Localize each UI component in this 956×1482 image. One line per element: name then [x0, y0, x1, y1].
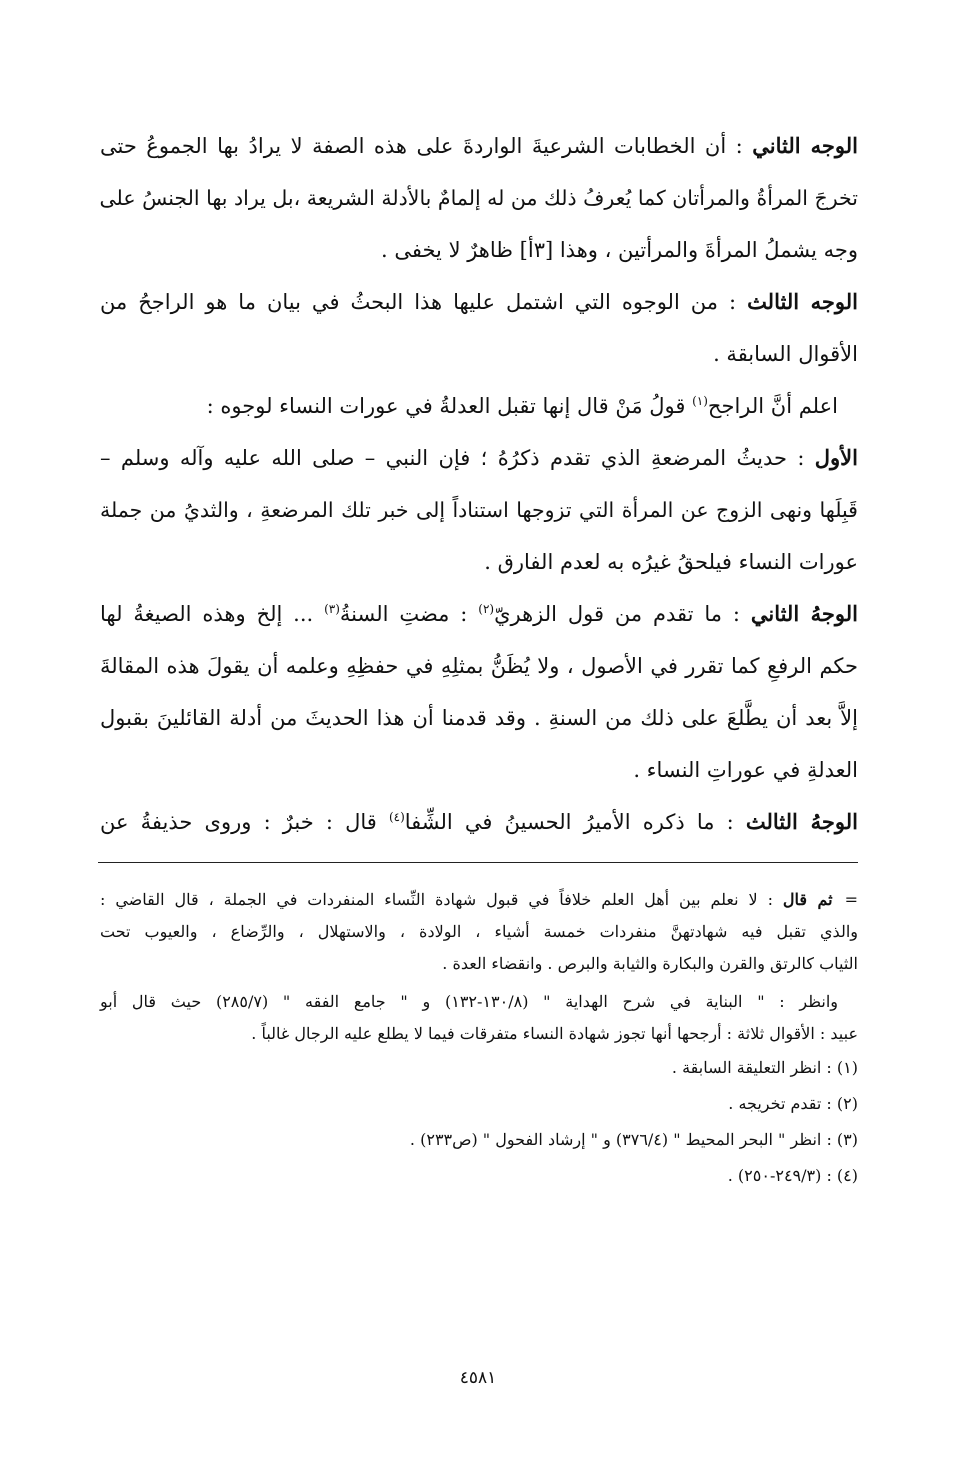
text-line: عورات النساء فيلحقُ غيرُه به لعدم الفارق .: [484, 550, 858, 574]
note-line: وانظر : " البناية في شرح الهداية " (١٣٠/٨-١٣٢) و " جامع الفقه " (٢٨٥/٧) حيث قال أبو: [100, 992, 838, 1011]
note-line: =ثم قال : لا نعلم بين أهل العلم خلافاً في قبول شهادة النِّساء المنفردات في الجملة ، قال القاضي :: [100, 890, 859, 909]
footnote-1: (١) : انظر التعليقة السابقة .: [671, 1058, 858, 1077]
text-line: الوجه الثالث : من الوجوه التي اشتمل عليها هذا البحثُ في بيان ما هو الراجحُ من: [100, 289, 858, 314]
section-heading: الأول: [814, 445, 858, 470]
text-line: إلاَّ بعد أن يطَّلعَ على ذلك من السنةِ . وقد قدمنا أن هذا الحديثَ من أدلة القائلينَ بقبول: [100, 706, 858, 730]
text-line: اعلم أنَّ الراجح$^{(١)}$ قولُ مَنْ قال إنها تقبل العدلةُ في عورات النساء لوجوه :: [206, 394, 838, 418]
text-line: الوجهُ الثاني : ما تقدم من قول الزهريّ$^{(٢)}$ : مضتِ السنةُ$^{(٣)}$ ... إلخ وهذه الصيغةُ لها: [100, 601, 858, 626]
footnote-ref: (٤): [388, 810, 405, 824]
footnotes-area: [100, 884, 858, 1194]
note-line: الثياب كالرتق والقرن والبكارة والثيابة والبرص . وانقضاء العدة .: [442, 954, 858, 973]
main-text: [100, 120, 858, 848]
page-number: ٤٥٨١: [459, 1368, 497, 1388]
text-line: الوجه الثاني : أن الخطابات الشرعيةَ الواردةَ على هذه الصفة لا يرادُ بها الجموعُ حتى: [100, 133, 858, 158]
footnote-separator: [98, 862, 858, 863]
section-heading: الوجه الثالث: [747, 289, 858, 314]
text-line: الأول : حديثُ المرضعةِ الذي تقدم ذكرُهُ ؛ فإن النبي – صلى الله عليه وآله وسلم –: [100, 445, 858, 470]
text-line: قَبِلَها ونهى الزوج عن المرأة التي تزوجها استناداً إلى خبر تلك المرضعةِ ، والثديُ من جملة: [100, 498, 858, 522]
text-line: الوجهُ الثالث : ما ذكره الأميرُ الحسينُ في الشِّفا$^{(٤)}$ قال : خبرٌ : وروى حذيفةُ عن: [100, 809, 858, 834]
note-line: عبيد : الأقوال ثلاثة : أرجحها أنها تجوز شهادة النساء متفرقات فيما لا يطلع عليه الرجال غالباً .: [251, 1024, 858, 1043]
text-line: الأقوال السابقة .: [713, 342, 858, 366]
section-heading: الوجهُ الثاني: [750, 601, 858, 626]
text-line: العدلةِ في عوراتِ النساء .: [633, 758, 858, 782]
text-line: تخرجَ المرأةُ والمرأتان كما يُعرفُ ذلك من له إلمامٌ بالأدلة الشريعة ،بل يراد بها الجنسُ على: [99, 186, 858, 210]
section-heading: الوجهُ الثالث: [745, 809, 858, 834]
text-line: حكم الرفعِ كما تقرر في الأصول ، ولا يُظَنُّ بمثلِهِ في حفظِهِ وعلمه أن يقولَ هذه المقالةَ: [100, 654, 858, 678]
footnote-ref: (٢): [478, 602, 495, 616]
section-heading: الوجه الثاني: [752, 133, 858, 158]
footnote-ref: (١): [692, 394, 708, 408]
footnote-3: (٣) : انظر " البحر المحيط " (٣٧٦/٤) و " إرشاد الفحول " (ص٢٣٣) .: [409, 1130, 858, 1149]
text-line: وجه يشملُ المرأةَ والمرأتين ، وهذا [٣أ] ظاهرٌ لا يخفى .: [381, 238, 858, 262]
note-line: والذي تقبل فيه شهادتهنَّ منفردات خمسة أشياء ، الولادة ، والاستهلال ، والرِّضاع ، والعيوب تحت: [100, 922, 858, 941]
footnote-4: (٤) : (٢٤٩/٣-٢٥٠) .: [727, 1166, 858, 1185]
footnote-ref: (٣): [324, 602, 340, 616]
footnote-2: (٢) : تقدم تخريجه .: [728, 1094, 858, 1113]
continuation-mark: =: [844, 890, 859, 909]
